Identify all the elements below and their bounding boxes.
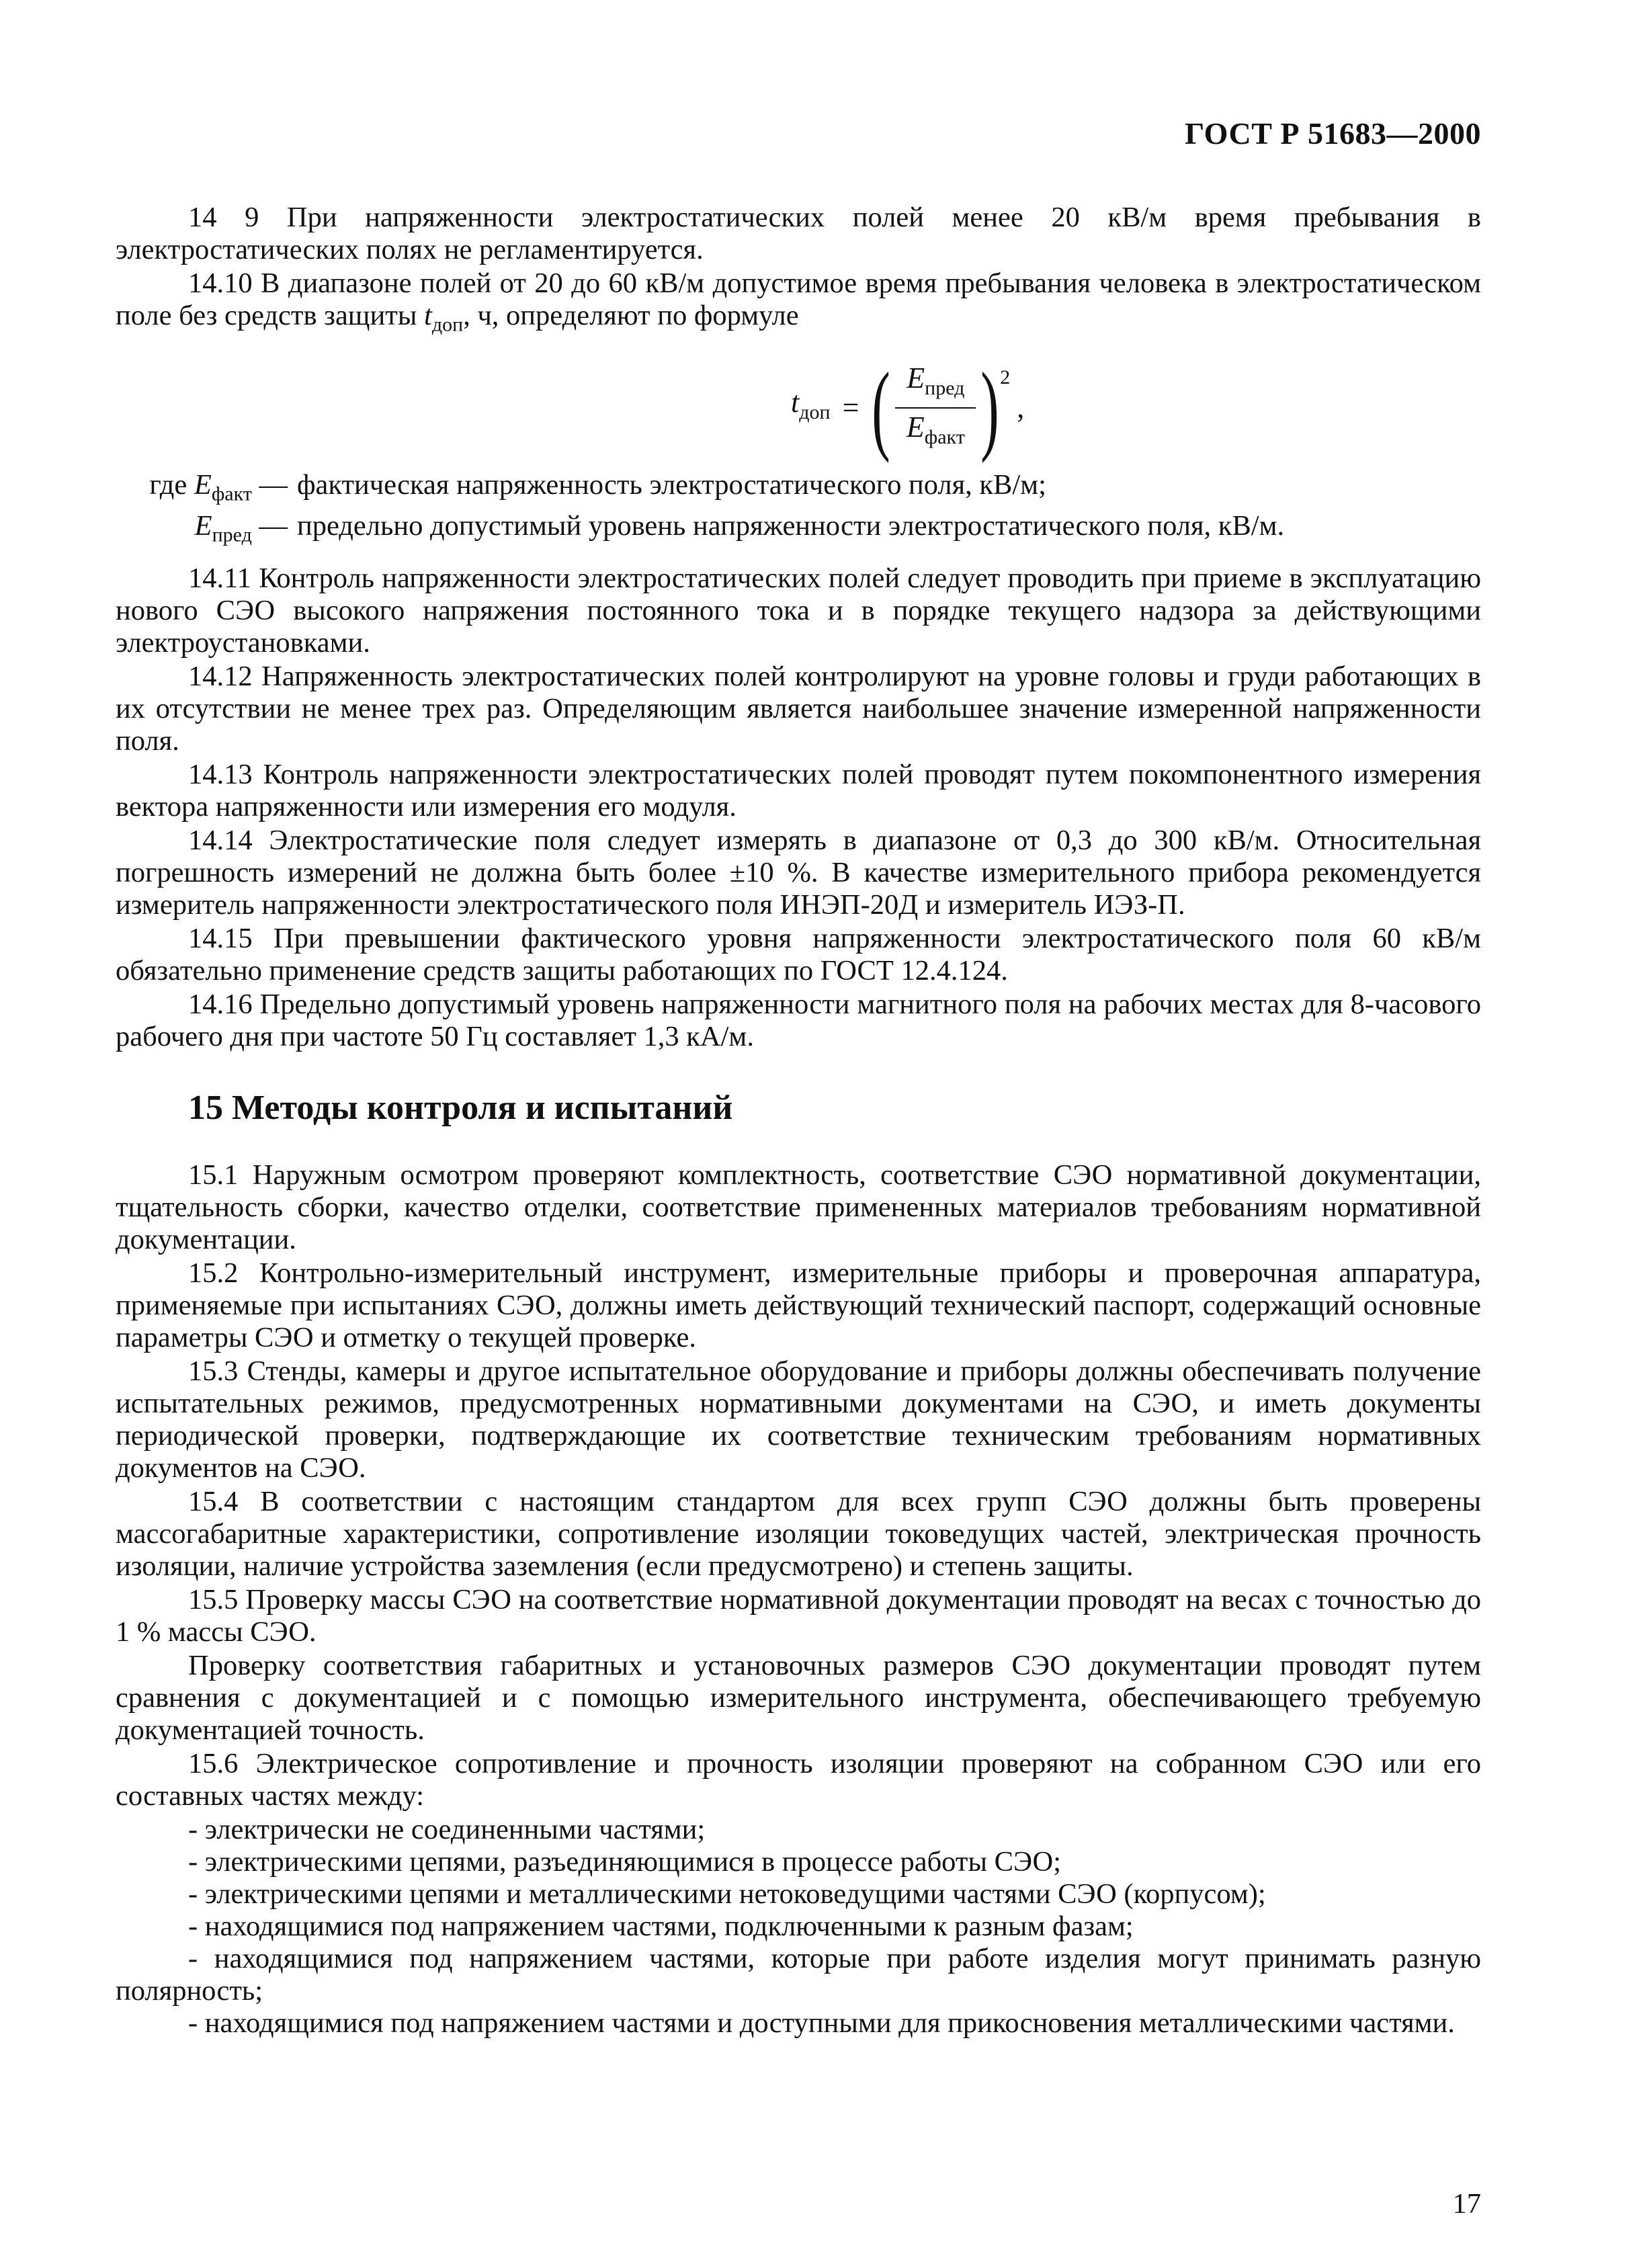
section-title: 15 Методы контроля и испытаний <box>188 1088 733 1127</box>
list-item: - электрически не соединенными частями; <box>188 1813 706 1845</box>
document-header: ГОСТ Р 51683—2000 <box>1185 116 1481 151</box>
formula-equals: = <box>842 390 859 424</box>
formula-numerator: $E_{пред}$ <box>907 361 965 399</box>
formula-lhs: $t_{доп}$ <box>791 386 831 423</box>
paragraph-15-6: 15.6 Электрическое сопротивление и прочность изоляции проверяют на собранном СЭО или его составных частях между: <box>116 1747 1481 1812</box>
paragraph-14-10-tail: ч, определяют по формуле <box>477 300 799 331</box>
legend-symbol-fact: где $E_{факт}$ — <box>149 468 288 505</box>
fraction-bar <box>895 407 976 409</box>
paragraph-15-3: 15.3 Стенды, камеры и другое испытательное оборудование и приборы должны обеспечивать получение испытательных режимов, предусмотренных нормативными документами на СЭО, и иметь документы периодической проверки, подтверждающие их соответствие техническим требованиям нормативных документов на СЭО. <box>116 1355 1481 1484</box>
paragraph-15-5-dimensions: Проверку соответствия габаритных и установочных размеров СЭО документации проводят путем сравнения с документацией и с помощью измерительного инструмента, обеспечивающего требуемую документацией точность. <box>116 1649 1481 1746</box>
formula-fraction <box>895 362 976 454</box>
legend-row-pred <box>116 510 1481 552</box>
paragraph-15-5: 15.5 Проверку массы СЭО на соответствие нормативной документации проводят на весах с точностью до 1 % массы СЭО. <box>116 1583 1481 1648</box>
list-item: - находящимися под напряжением частями, которые при работе изделия могут принимать разную полярность; <box>116 1942 1481 2007</box>
formula-right-paren: ) <box>980 351 1000 464</box>
paragraph-14-11: 14.11 Контроль напряженности электростатических полей следует проводить при приеме в эксплуатацию нового СЭО высокого напряжения постоянного тока и в порядке текущего надзора за действующими электроустановками. <box>116 562 1481 659</box>
insulation-test-list <box>116 1814 1481 2040</box>
page-number: 17 <box>1452 2188 1481 2220</box>
formula-block <box>116 351 1481 465</box>
list-item: - находящимися под напряжением частями и доступными для прикосновения металлическими частями. <box>188 2007 1455 2039</box>
paragraph-14-16: 14.16 Предельно допустимый уровень напряженности магнитного поля на рабочих местах для 8-часового рабочего дня при частоте 50 Гц составляет 1,3 кА/м. <box>116 988 1481 1052</box>
paragraph-15-1: 15.1 Наружным осмотром проверяют комплектность, соответствие СЭО нормативной документации, тщательность сборки, качество отделки, соответствие примененных материалов требованиям нормативной документации. <box>116 1159 1481 1255</box>
formula-comma: , <box>1017 390 1025 424</box>
paragraph-15-4: 15.4 В соответствии с настоящим стандартом для всех групп СЭО должны быть проверены массогабаритные характеристики, сопротивление изоляции токоведущих частей, электрическая прочность изоляции, наличие устройства заземления (если предусмотрено) и степень защиты. <box>116 1485 1481 1582</box>
legend-text-fact: фактическая напряженность электростатического поля, кВ/м; <box>297 468 1046 501</box>
legend-symbol-pred: $E_{пред}$ — <box>194 510 288 546</box>
paragraph-14-10-text: 14.10 В диапазоне полей от 20 до 60 кВ/м допустимое время пребывания человека в электростатическом поле без средств защиты <box>116 267 1481 331</box>
list-item: - находящимися под напряжением частями, подключенными к разным фазам; <box>188 1910 1134 1942</box>
paragraph-14-14: 14.14 Электростатические поля следует измерять в диапазоне от 0,3 до 300 кВ/м. Относительная погрешность измерений не должна быть более ±10 %. В качестве измерительного прибора рекомендуется измеритель напряженности электростатического поля ИНЭП-20Д и измеритель ИЭЗ-П. <box>116 824 1481 921</box>
formula <box>791 351 1024 465</box>
paragraph-14-15: 14.15 При превышении фактического уровня напряженности электростатического поля 60 кВ/м обязательно применение средств защиты работающих по ГОСТ 12.4.124. <box>116 922 1481 986</box>
paragraph-15-2: 15.2 Контрольно-измерительный инструмент, измерительные приборы и проверочная аппаратура, применяемые при испытаниях СЭО, должны иметь действующий технический паспорт, содержащий основные параметры СЭО и отметку о текущей проверке. <box>116 1257 1481 1353</box>
paragraph-14-13: 14.13 Контроль напряженности электростатических полей проводят путем покомпонентного измерения вектора напряженности или измерения его модуля. <box>116 758 1481 823</box>
list-item: - электрическими цепями и металлическими нетоковедущими частями СЭО (корпусом); <box>188 1878 1266 1910</box>
formula-left-paren: ( <box>872 351 891 464</box>
paragraph-14-12: 14.12 Напряженность электростатических полей контролируют на уровне головы и груди работающих в их отсутствии не менее трех раз. Определяющим является наибольшее значение измеренной напряженности поля. <box>116 660 1481 757</box>
list-item: - электрическими цепями, разъединяющимися в процессе работы СЭО; <box>188 1845 1062 1878</box>
t-dop-symbol: $t_{доп}$ <box>424 300 464 336</box>
paragraph-14-10: 14.10 В диапазоне полей от 20 до 60 кВ/м допустимое время пребывания человека в электростатическом поле без средств защиты $t_{доп}$, ч, определяют по формуле <box>116 267 1481 336</box>
formula-exponent: 2 <box>1000 366 1011 388</box>
legend-text-pred: предельно допустимый уровень напряженности электростатического поля, кВ/м. <box>297 510 1285 542</box>
legend-row-fact <box>116 469 1481 511</box>
formula-denominator: $E_{факт}$ <box>906 410 965 448</box>
formula-legend <box>116 469 1481 552</box>
document-body <box>116 202 1481 2040</box>
paragraph-14-9: 14 9 При напряженности электростатических полей менее 20 кВ/м время пребывания в электростатических полях не регламентируется. <box>116 202 1481 265</box>
